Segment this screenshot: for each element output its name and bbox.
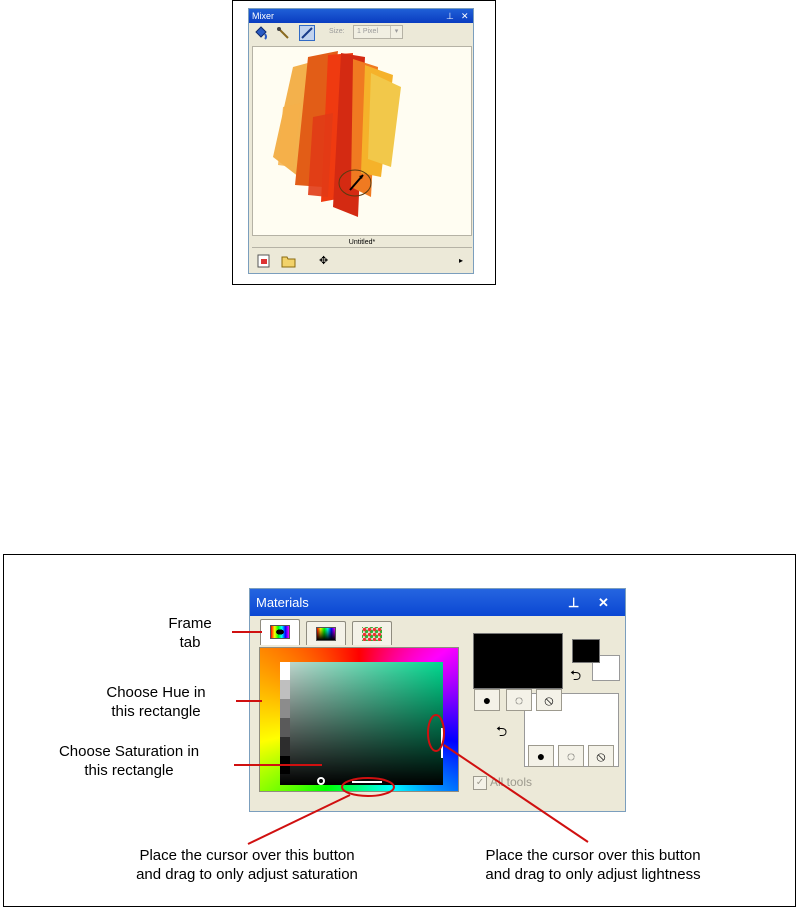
annotation-frame-tab: Frame tab bbox=[168, 615, 212, 651]
pin-icon[interactable]: ⊥ bbox=[446, 11, 454, 21]
check-icon: ✓ bbox=[473, 776, 487, 790]
chevron-down-icon[interactable]: ▾ bbox=[390, 26, 402, 38]
gradient-mode-button[interactable]: ◌ bbox=[506, 689, 532, 711]
annotation-saturation: Choose Saturation in this rectangle bbox=[58, 743, 200, 779]
menu-arrow-icon[interactable]: ▸ bbox=[459, 256, 464, 265]
close-icon[interactable]: ✕ bbox=[598, 595, 609, 610]
annotation-lightness-button: Place the cursor over this button and drag to only adjust lightness bbox=[485, 847, 701, 883]
lightness-handle-callout bbox=[428, 715, 444, 751]
annotation-saturation-button: Place the cursor over this button and drag to only adjust saturation bbox=[136, 847, 358, 883]
saturation-button-pointer bbox=[248, 795, 350, 844]
size-label: Size: bbox=[329, 28, 345, 35]
bg-color-mode-button[interactable]: ● bbox=[528, 745, 554, 767]
bg-gradient-mode-button[interactable]: ◌ bbox=[558, 745, 584, 767]
canvas-caption: Untitled* bbox=[252, 238, 472, 248]
lightness-button-pointer bbox=[444, 745, 588, 842]
close-icon[interactable]: ✕ bbox=[461, 11, 469, 21]
swap-mini-icon[interactable]: ⮌ bbox=[570, 667, 582, 683]
saturation-handle-callout bbox=[342, 778, 394, 796]
none-mode-button[interactable]: ⦸ bbox=[536, 689, 562, 711]
color-mode-button[interactable]: ● bbox=[474, 689, 500, 711]
navigate-icon[interactable]: ✥ bbox=[319, 255, 329, 267]
swap-colors-icon[interactable]: ⮌ bbox=[496, 723, 508, 739]
all-tools-label: All tools bbox=[490, 775, 533, 789]
mixer-title: Mixer bbox=[252, 11, 274, 21]
annotation-hue: Choose Hue in this rectangle bbox=[106, 684, 206, 720]
size-value: 1 Pixel bbox=[357, 28, 379, 35]
pin-icon[interactable]: ⊥ bbox=[568, 595, 580, 610]
bg-none-mode-button[interactable]: ⦸ bbox=[588, 745, 614, 767]
materials-title: Materials bbox=[256, 595, 309, 610]
